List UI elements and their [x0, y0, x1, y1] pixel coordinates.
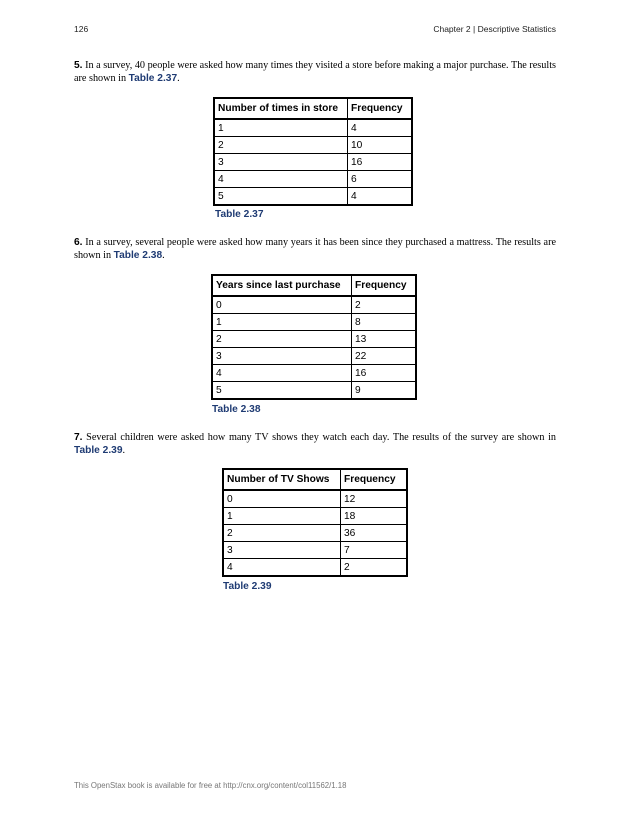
table-cell: 13 [352, 331, 417, 348]
table-row [212, 382, 416, 400]
table-cell: 0 [223, 490, 341, 508]
table-cell: 16 [352, 365, 417, 382]
frequency-table-2-39 [222, 468, 408, 577]
table-row [212, 331, 416, 348]
table-cell: 6 [348, 171, 413, 188]
table-row [214, 188, 412, 206]
problem-text: In a survey, several people were asked how many years it has been since they purchased a mattress. The results are shown in [74, 237, 556, 261]
table-cell: 4 [348, 119, 413, 137]
problem-number: 7. [74, 432, 83, 443]
column-header: Years since last purchase [212, 275, 352, 296]
column-header: Number of TV Shows [223, 469, 341, 490]
problem-number: 5. [74, 60, 83, 71]
column-header: Frequency [348, 98, 413, 119]
table-row [223, 559, 407, 577]
table-reference-link[interactable]: Table 2.38 [113, 250, 163, 261]
table-cell: 2 [212, 331, 352, 348]
table-cell: 5 [214, 188, 348, 206]
column-header: Frequency [341, 469, 408, 490]
table-header-row [214, 98, 412, 119]
frequency-table-2-37 [213, 97, 413, 206]
table-cell: 4 [348, 188, 413, 206]
table-cell: 7 [341, 542, 408, 559]
page-footer: This OpenStax book is available for free at http://cnx.org/content/col11562/1.18 [74, 781, 347, 790]
table-cell: 18 [341, 508, 408, 525]
table-reference-link[interactable]: Table 2.37 [128, 73, 178, 84]
problem-6: 6. In a survey, several people were asked how many years it has been since they purchased a mattress. The results are shown in Table 2.38. [74, 237, 556, 261]
table-cell: 12 [341, 490, 408, 508]
page-number: 126 [74, 24, 89, 34]
table-row [212, 314, 416, 331]
table-cell: 3 [214, 154, 348, 171]
table-row [214, 171, 412, 188]
problem-number: 6. [74, 237, 83, 248]
table-header-row [212, 275, 416, 296]
table-cell: 0 [212, 296, 352, 314]
table-cell: 16 [348, 154, 413, 171]
frequency-table-2-38 [211, 274, 417, 400]
table-cell: 1 [223, 508, 341, 525]
table-row [223, 542, 407, 559]
table-row [214, 154, 412, 171]
table-cell: 3 [212, 348, 352, 365]
table-cell: 36 [341, 525, 408, 542]
table-cell: 22 [352, 348, 417, 365]
table-row [223, 508, 407, 525]
table-cell: 10 [348, 137, 413, 154]
table-row [212, 348, 416, 365]
column-header: Frequency [352, 275, 417, 296]
table-cell: 4 [212, 365, 352, 382]
problem-5: 5. In a survey, 40 people were asked how many times they visited a store before making a major purchase. The results are shown in Table 2.37. [74, 60, 556, 84]
table-cell: 5 [212, 382, 352, 400]
page-header [74, 24, 556, 38]
table-caption: Table 2.37 [215, 209, 264, 220]
problem-7: 7. Several children were asked how many TV shows they watch each day. The results of the survey are shown in Table 2.39. [74, 432, 556, 456]
table-row [214, 137, 412, 154]
table-cell: 9 [352, 382, 417, 400]
table-row [223, 525, 407, 542]
table-cell: 2 [214, 137, 348, 154]
table-caption: Table 2.39 [223, 581, 272, 592]
table-cell: 4 [214, 171, 348, 188]
table-cell: 8 [352, 314, 417, 331]
table-reference-link[interactable]: Table 2.39 [74, 445, 123, 456]
table-row [223, 490, 407, 508]
chapter-title: Chapter 2 | Descriptive Statistics [433, 24, 556, 34]
table-cell: 2 [352, 296, 417, 314]
table-cell: 3 [223, 542, 341, 559]
table-caption: Table 2.38 [212, 404, 261, 415]
table-row [214, 119, 412, 137]
table-row [212, 365, 416, 382]
table-header-row [223, 469, 407, 490]
table-cell: 4 [223, 559, 341, 577]
table-cell: 1 [214, 119, 348, 137]
problem-text: Several children were asked how many TV shows they watch each day. The results of the survey are shown in [82, 432, 556, 443]
table-cell: 1 [212, 314, 352, 331]
table-cell: 2 [341, 559, 408, 577]
column-header: Number of times in store [214, 98, 348, 119]
table-cell: 2 [223, 525, 341, 542]
problem-text: In a survey, 40 people were asked how many times they visited a store before making a major purchase. The results are shown in [74, 60, 556, 84]
table-row [212, 296, 416, 314]
